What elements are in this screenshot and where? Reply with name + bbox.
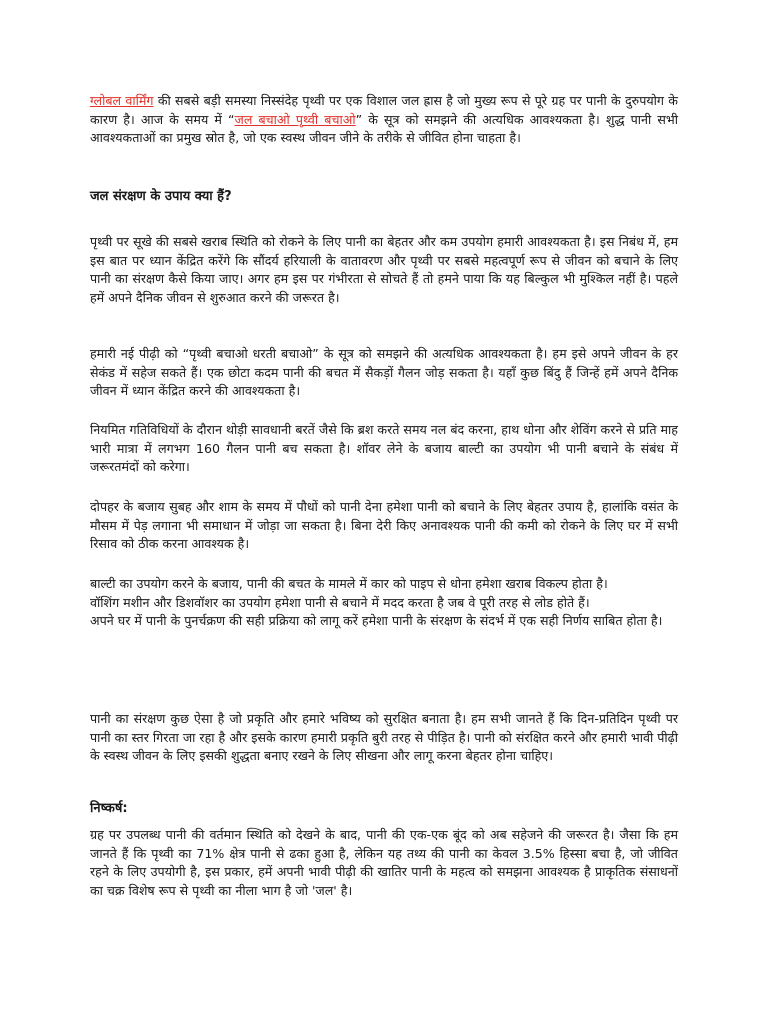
paragraph-5-line-3: अपने घर में पानी के पुनर्चक्रण की सही प्रक्रिया को लागू करें हमेशा पानी के संरक्षण के संदर्भ में एक सही निर्णय साबित होता है। bbox=[90, 613, 663, 628]
paragraph-4: दोपहर के बजाय सुबह और शाम के समय में पौधों को पानी देना हमेशा पानी को बचाने के लिए बेहतर उपाय है, हालांकि वसंत के मौसम में पेड़ लगाना भी समाधान में जोड़ा जा सकता है। बिना देरी किए अनावश्यक पानी की कमी को रोकने के लिए घर में सभी रिसाव को ठीक करना आवश्यक है। bbox=[90, 499, 678, 551]
intro-text-part-1: की सबसे बड़ी समस्या निस्संदेह पृथ्वी पर एक विशाल जल ह्रास है जो मुख्य रूप से पूरे ग्रह पर पानी के दुरुपयोग के कारण है। आज के समय में “ bbox=[90, 93, 678, 127]
global-warming-link[interactable]: ग्लोबल वार्मिंग bbox=[90, 93, 154, 108]
paragraph-3: नियमित गतिविधियों के दौरान थोड़ी सावधानी बरतें जैसे कि ब्रश करते समय नल बंद करना, हाथ धोना और शेविंग करने से प्रति माह भारी मात्रा में लगभग 160 गैलन पानी बच सकता है। शॉवर लेने के बजाय बाल्टी का उपयोग भी पानी बचाने के संबंध में जरूरतमंदों को करेगा। bbox=[90, 422, 678, 474]
section-heading-conclusion: निष्कर्ष: bbox=[90, 801, 128, 816]
paragraph-5 bbox=[90, 575, 678, 631]
section-heading-water-conservation: जल संरक्षण के उपाय क्या हैं? bbox=[90, 189, 232, 204]
conclusion-paragraph: ग्रह पर उपलब्ध पानी की वर्तमान स्थिति को देखने के बाद, पानी की एक-एक बूंद को अब सहेजने की जरूरत है। जैसा कि हम जानते हैं कि पृथ्वी का 71% क्षेत्र पानी से ढका हुआ है, लेकिन यह तथ्य की पानी का केवल 3.5% हिस्सा बचा है, जो जीवित रहने के लिए उपयोगी है, इस प्रकार, हमें अपनी भावी पीढ़ी की खातिर पानी के महत्व को समझना आवश्यक है प्राकृतिक संसाधनों का चक्र विशेष रूप से पृथ्वी का नीला भाग है जो 'जल' है। bbox=[90, 827, 678, 898]
intro-text-part-2: ” के सूत्र को समझने की अत्यधिक आवश्यकता है। शुद्ध पानी सभी आवश्यकताओं का प्रमुख स्रोत है, जो एक स्वस्थ जीवन जीने के तरीके से जीवित होना चाहता है। bbox=[90, 111, 678, 145]
paragraph-5-line-2: वॉशिंग मशीन और डिशवॉशर का उपयोग हमेशा पानी से बचाने में मदद करता है जब वे पूरी तरह से लोड होते हैं। bbox=[90, 594, 590, 610]
save-water-save-earth-link[interactable]: जल बचाओ पृथ्वी बचाओ bbox=[234, 111, 356, 127]
paragraph-2: हमारी नई पीढ़ी को “पृथ्वी बचाओ धरती बचाओ” के सूत्र को समझने की अत्यधिक आवश्यकता है। हम इसे अपने जीवन के हर सेकंड में सहेज सकते हैं। एक छोटा कदम पानी की बचत में सैकड़ों गैलन जोड़ सकता है। यहाँ कुछ बिंदु हैं जिन्हें हमें अपने दैनिक जीवन में ध्यान केंद्रित करने की आवश्यकता है। bbox=[90, 346, 678, 398]
paragraph-5-line-1: बाल्टी का उपयोग करने के बजाय, पानी की बचत के मामले में कार को पाइप से धोना हमेशा खराब विकल्प होता है। bbox=[90, 576, 608, 591]
paragraph-6: पानी का संरक्षण कुछ ऐसा है जो प्रकृति और हमारे भविष्य को सुरक्षित बनाता है। हम सभी जानते हैं कि दिन-प्रतिदिन पृथ्वी पर पानी का स्तर गिरता जा रहा है और इसके कारण हमारी प्रकृति बुरी तरह से पीड़ित है। पानी को संरक्षित करने और हमारी भावी पीढ़ी के स्वस्थ जीवन के लिए इसकी शुद्धता बनाए रखने के लिए सीखना और लागू करना बेहतर होना चाहिए। bbox=[90, 711, 678, 763]
intro-paragraph bbox=[90, 92, 678, 148]
paragraph-1: पृथ्वी पर सूखे की सबसे खराब स्थिति को रोकने के लिए पानी का बेहतर और कम उपयोग हमारी आवश्यकता है। इस निबंध में, हम इस बात पर ध्यान केंद्रित करेंगे कि सौंदर्य हरियाली के वातावरण और पृथ्वी पर सबसे महत्वपूर्ण रूप से जीवन को बचाने के लिए पानी का संरक्षण कैसे किया जाए। अगर हम इस पर गंभीरता से सोचते हैं तो हमने पाया कि यह बिल्कुल भी मुश्किल नहीं है। पहले हमें अपने दैनिक जीवन से शुरुआत करने की जरूरत है। bbox=[90, 234, 678, 305]
